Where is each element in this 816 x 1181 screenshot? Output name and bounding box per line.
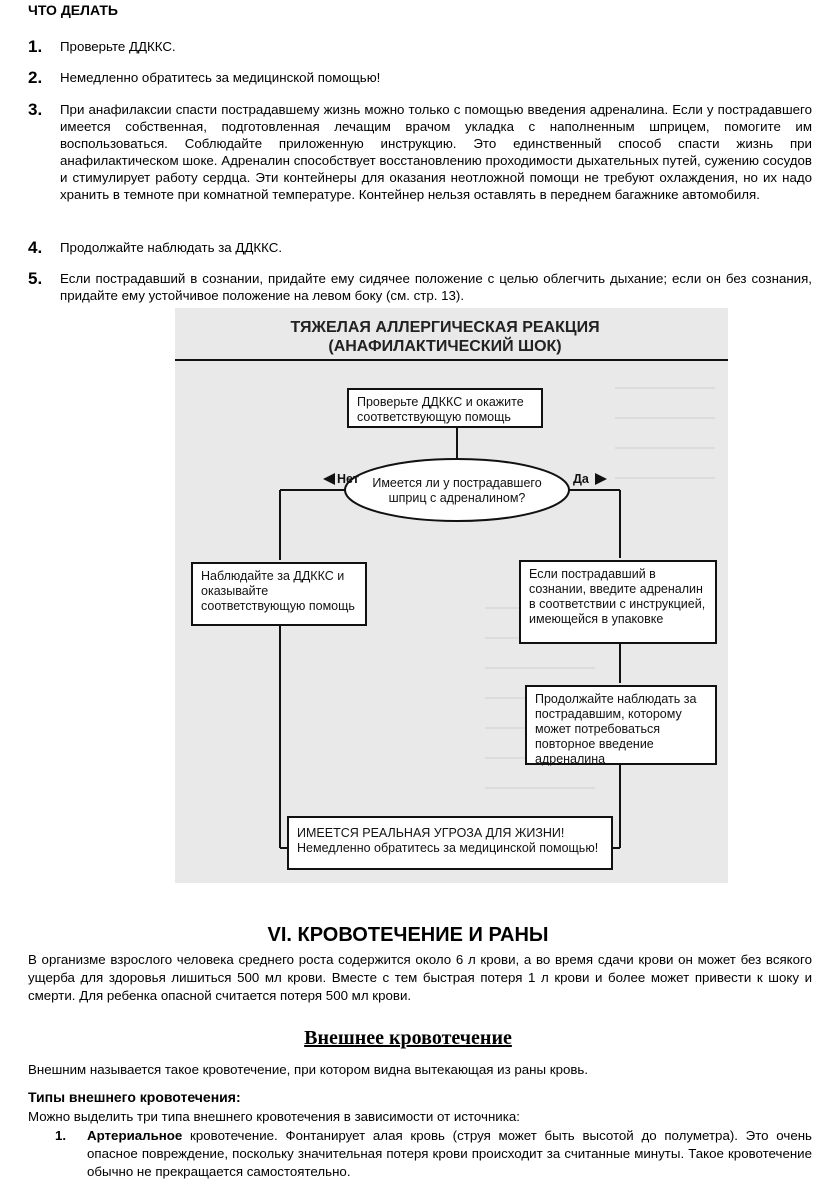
- flowchart-title-line1: ТЯЖЕЛАЯ АЛЛЕРГИЧЕСКАЯ РЕАКЦИЯ: [290, 319, 600, 336]
- external-definition: Внешним называется такое кровотечение, при котором видна вытекающая из раны кровь.: [28, 1062, 589, 1077]
- step-number: 2.: [28, 68, 43, 87]
- type-item-term: Артериальное: [87, 1128, 183, 1143]
- anaphylaxis-flowchart: [175, 308, 728, 883]
- step-text: Если пострадавший в сознании, придайте ему сидячее положение с целью облегчить дыхание; если он без сознания, придайте ему устойчивое положение на левом боку (см. стр. 13).: [60, 271, 812, 303]
- type-item-number: 1.: [55, 1128, 67, 1143]
- types-heading: Типы внешнего кровотечения:: [28, 1089, 241, 1105]
- arrow-left-icon: [323, 473, 335, 485]
- yes-label: Да: [573, 472, 589, 486]
- step-number: 4.: [28, 238, 43, 257]
- step-text: Проверьте ДДККС.: [60, 39, 176, 54]
- step-number: 5.: [28, 269, 43, 288]
- step-3: [28, 101, 812, 203]
- flowchart-title: [235, 318, 655, 356]
- step-1: [28, 38, 812, 55]
- type-item-text: [87, 1127, 812, 1181]
- final-box-instruction: Немедленно обратитесь за медицинской помощью!: [297, 841, 599, 855]
- no-label: Нет: [337, 472, 359, 486]
- yes-branch-box: Если пострадавший в сознании, введите адреналин в соответствии с инструкцией, имеющейся в упаковке: [519, 560, 717, 644]
- step-2: [28, 69, 812, 86]
- section-title: ЧТО ДЕЛАТЬ: [28, 2, 118, 18]
- final-box: [287, 816, 613, 870]
- step-text: Немедленно обратитесь за медицинской помощью!: [60, 70, 381, 85]
- no-branch-box: Наблюдайте за ДДККС и оказывайте соответствующую помощь: [191, 562, 367, 626]
- step-text: Продолжайте наблюдать за ДДККС.: [60, 240, 283, 255]
- types-intro: Можно выделить три типа внешнего кровотечения в зависимости от источника:: [28, 1109, 520, 1124]
- external-bleeding-heading: Внешнее кровотечение: [304, 1027, 512, 1049]
- arrow-right-icon: [595, 473, 607, 485]
- step-4: [28, 239, 812, 256]
- type-item-1: [55, 1127, 812, 1181]
- step-number: 3.: [28, 100, 43, 119]
- chapter-title: VI. КРОВОТЕЧЕНИЕ И РАНЫ: [267, 924, 549, 946]
- start-box: Проверьте ДДККС и окажите соответствующую помощь: [347, 388, 543, 428]
- type-item-description: кровотечение. Фонтанирует алая кровь (струя может быть высотой до полуметра). Это очень опасное повреждение, поскольку значительная потеря крови происходит за считанные минуты. Такое кровотечение обычно не прекращается самостоятельно.: [87, 1128, 812, 1179]
- decision-text: Имеется ли у пострадавшего шприц с адреналином?: [372, 476, 542, 505]
- chapter-intro: В организме взрослого человека среднего роста содержится около 6 л крови, а во время сдачи крови он может без всякого ущерба для здоровья лишиться 500 мл крови. Вместе с тем быстрая потеря 1 л крови и более может привести к шоку и смерти. Для ребенка опасной считается потеря 500 мл крови.: [28, 952, 812, 1003]
- step-text: При анафилаксии спасти пострадавшему жизнь можно только с помощью введения адреналина. Если у пострадавшего имеется собственная, подготовленная лечащим врачом укладка с наполненным шприцем, помогите им воспользоваться. Соблюдайте приложенную инструкцию. Это единственный способ спасти жизнь при анафилактическом шоке. Адреналин способствует восстановлению проходимости дыхательных путей, сужению сосудов и стимулирует работу сердца. Эти контейнеры для оказания неотложной помощи не требуют охлаждения, но их надо хранить в темноте при комнатной температуре. Контейнер нельзя оставлять в переднем багажнике автомобиля.: [60, 102, 812, 202]
- continue-box: Продолжайте наблюдать за пострадавшим, которому может потребоваться повторное введение адреналина: [525, 685, 717, 765]
- step-5: [28, 270, 812, 304]
- final-box-warning: ИМЕЕТСЯ РЕАЛЬНАЯ УГРОЗА ДЛЯ ЖИЗНИ!: [297, 826, 565, 840]
- flowchart-title-line2: (АНАФИЛАКТИЧЕСКИЙ ШОК): [328, 338, 562, 355]
- step-number: 1.: [28, 37, 43, 56]
